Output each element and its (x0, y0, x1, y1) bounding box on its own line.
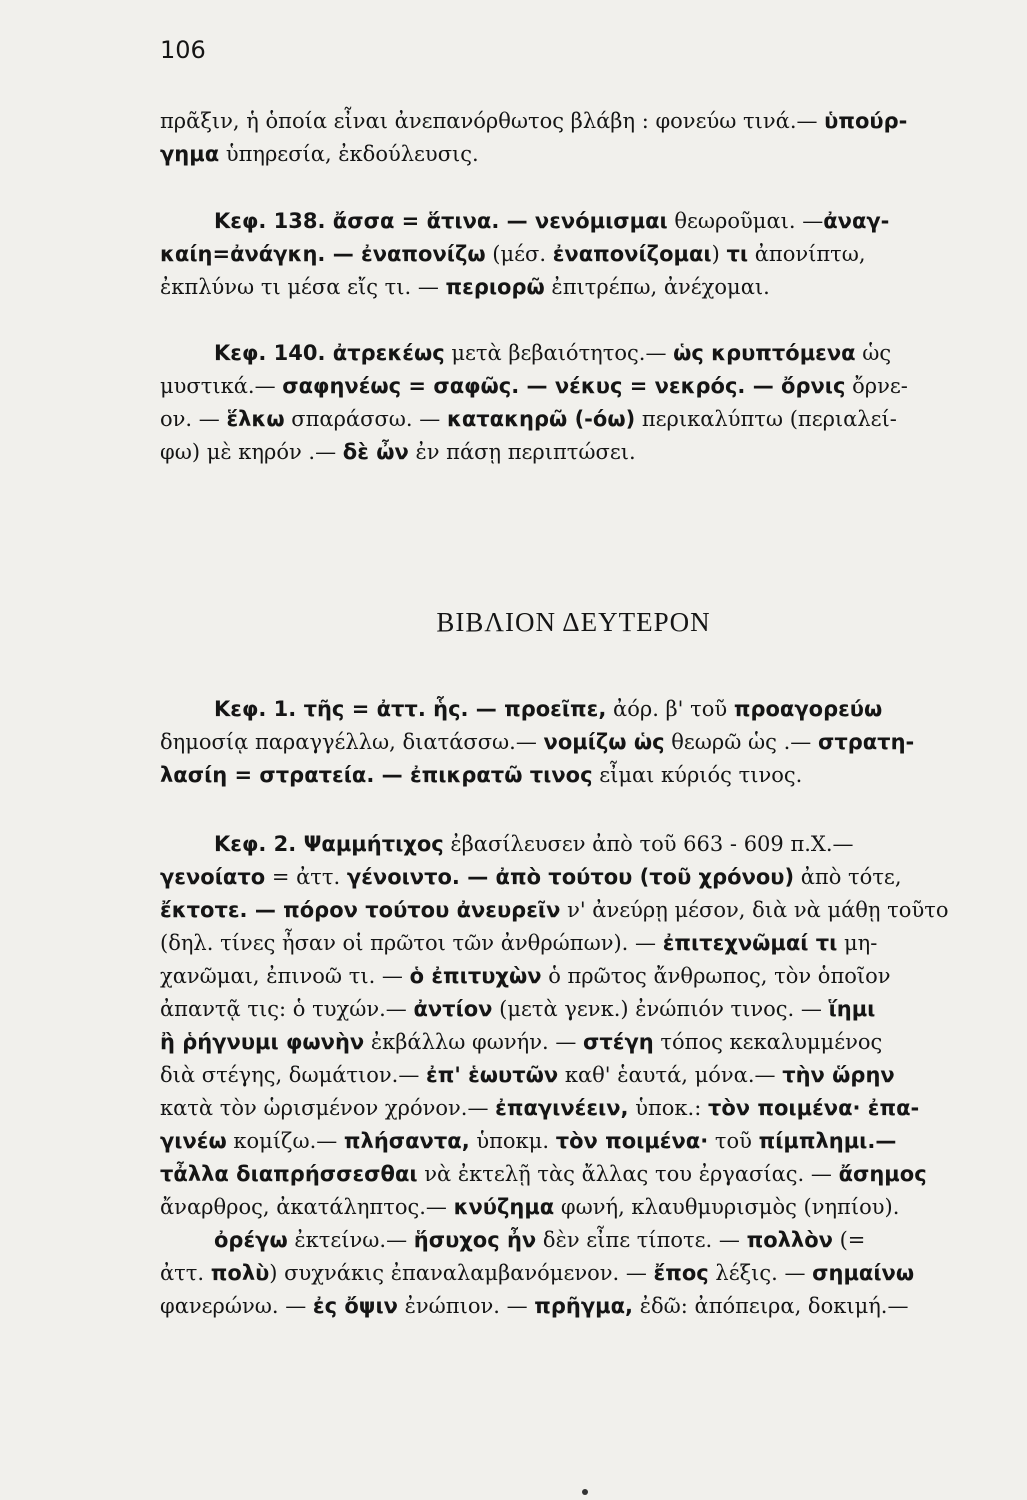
text-line: πρᾶξιν, ἡ ὁποία εἶναι ἀνεπανόρθωτος βλάβη : φονεύω τινά.— ὑπούρ- (160, 109, 908, 133)
text-line: γενοίατο = ἀττ. γένοιντο. — ἀπὸ τούτου (τοῦ χρόνου) ἀπὸ τότε, (160, 865, 902, 889)
chapter-heading-line: Κεφ. 2. Ψαμμήτιχος ἐβασίλευσεν ἀπὸ τοῦ 663 - 609 π.Χ.— (214, 832, 854, 856)
text-line: χανῶμαι, ἐπινοῶ τι. — ὁ ἐπιτυχὼν ὁ πρῶτος ἄνθρωπος, τὸν ὁποῖον (160, 964, 891, 988)
chapter-heading-line: Κεφ. 138. ἄσσα = ἅτινα. — νενόμισμαι θεωροῦμαι. —ἀναγ- (214, 209, 890, 233)
text-line: τἆλλα διαπρήσσεσθαι νὰ ἐκτελῇ τὰς ἄλλας του ἐργασίας. — ἄσημος (160, 1162, 927, 1186)
text-line: ἔκτοτε. — πόρον τούτου ἀνευρεῖν ν' ἀνεύρῃ μέσον, διὰ νὰ μάθῃ τοῦτο (160, 898, 949, 922)
page-number: 106 (160, 36, 206, 64)
text-line: ἀττ. πολὺ) συχνάκις ἐπαναλαμβανόμενον. — ἔπος λέξις. — σημαίνω (160, 1261, 915, 1285)
chapter-138-entry (160, 205, 992, 304)
chapter-140-entry (160, 337, 992, 469)
text-line: ἢ ῥήγνυμι φωνὴν ἐκβάλλω φωνήν. — στέγη τόπος κεκαλυμμένος (160, 1030, 883, 1054)
text-line: διὰ στέγης, δωμάτιον.— ἐπ' ἑωυτῶν καθ' ἑαυτά, μόνα.— τὴν ὥρην (160, 1063, 895, 1087)
text-line: κατὰ τὸν ὡρισμένον χρόνον.— ἐπαγινέειν, ὑποκ.: τὸν ποιμένα· ἐπα- (160, 1096, 920, 1120)
text-line: ἄναρθρος, ἀκατάληπτος.— κνύζημα φωνή, κλαυθμυρισμὸς (νηπίου). (160, 1195, 900, 1219)
text-line: μυστικά.— σαφηνέως = σαφῶς. — νέκυς = νεκρός. — ὄρνις ὄρνε- (160, 374, 908, 398)
text-line: ον. — ἕλκω σπαράσσω. — κατακηρῶ (-όω) περικαλύπτω (περιαλεί- (160, 407, 897, 431)
chapter-heading-line: Κεφ. 140. ἀτρεκέως μετὰ βεβαιότητος.— ὡς κρυπτόμενα ὡς (214, 341, 892, 365)
ink-speck (582, 1489, 588, 1495)
text-line: ἐκπλύνω τι μέσα εἴς τι. — περιορῶ ἐπιτρέπω, ἀνέχομαι. (160, 275, 770, 299)
text-line: γινέω κομίζω.— πλήσαντα, ὑποκμ. τὸν ποιμένα· τοῦ πίμπλημι.— (160, 1129, 897, 1153)
text-line: λασίη = στρατεία. — ἐπικρατῶ τινος εἶμαι κύριός τινος. (160, 763, 803, 787)
text-line: (δηλ. τίνες ἦσαν οἱ πρῶτοι τῶν ἀνθρώπων). — ἐπιτεχνῶμαί τι μη- (160, 931, 878, 955)
text-line: ἀπαντᾷ τις: ὁ τυχών.— ἀντίον (μετὰ γενκ.) ἐνώπιόν τινος. — ἵημι (160, 997, 876, 1021)
chapter-138-section (160, 105, 992, 171)
text-line: καίη=ἀνάγκη. — ἐναπονίζω (μέσ. ἐναπονίζομαι) τι ἀπονίπτω, (160, 242, 866, 266)
text-line: φανερώνω. — ἐς ὄψιν ἐνώπιον. — πρῆγμα, ἐδῶ: ἀπόπειρα, δοκιμή.— (160, 1294, 909, 1318)
chapter-heading-line: Κεφ. 1. τῆς = ἀττ. ἧς. — προεῖπε, ἀόρ. β' τοῦ προαγορεύω (214, 697, 883, 721)
text-line: γημα ὑπηρεσία, ἐκδούλευσις. (160, 142, 479, 166)
text-line: ὀρέγω ἐκτείνω.— ἥσυχος ἦν δὲν εἶπε τίποτε. — πολλὸν (= (214, 1228, 866, 1252)
text-line: φω) μὲ κηρόν .— δὲ ὦν ἐν πάσῃ περιπτώσει. (160, 440, 636, 464)
book2-chapter-2-entry (160, 828, 992, 1323)
book-heading: ΒΙΒΛΙΟΝ ΔΕΥΤΕΡΟΝ (436, 607, 711, 637)
book2-chapter-1-entry (160, 693, 992, 792)
text-line: δημοσίᾳ παραγγέλλω, διατάσσω.— νομίζω ὡς θεωρῶ ὡς .— στρατη- (160, 730, 915, 754)
